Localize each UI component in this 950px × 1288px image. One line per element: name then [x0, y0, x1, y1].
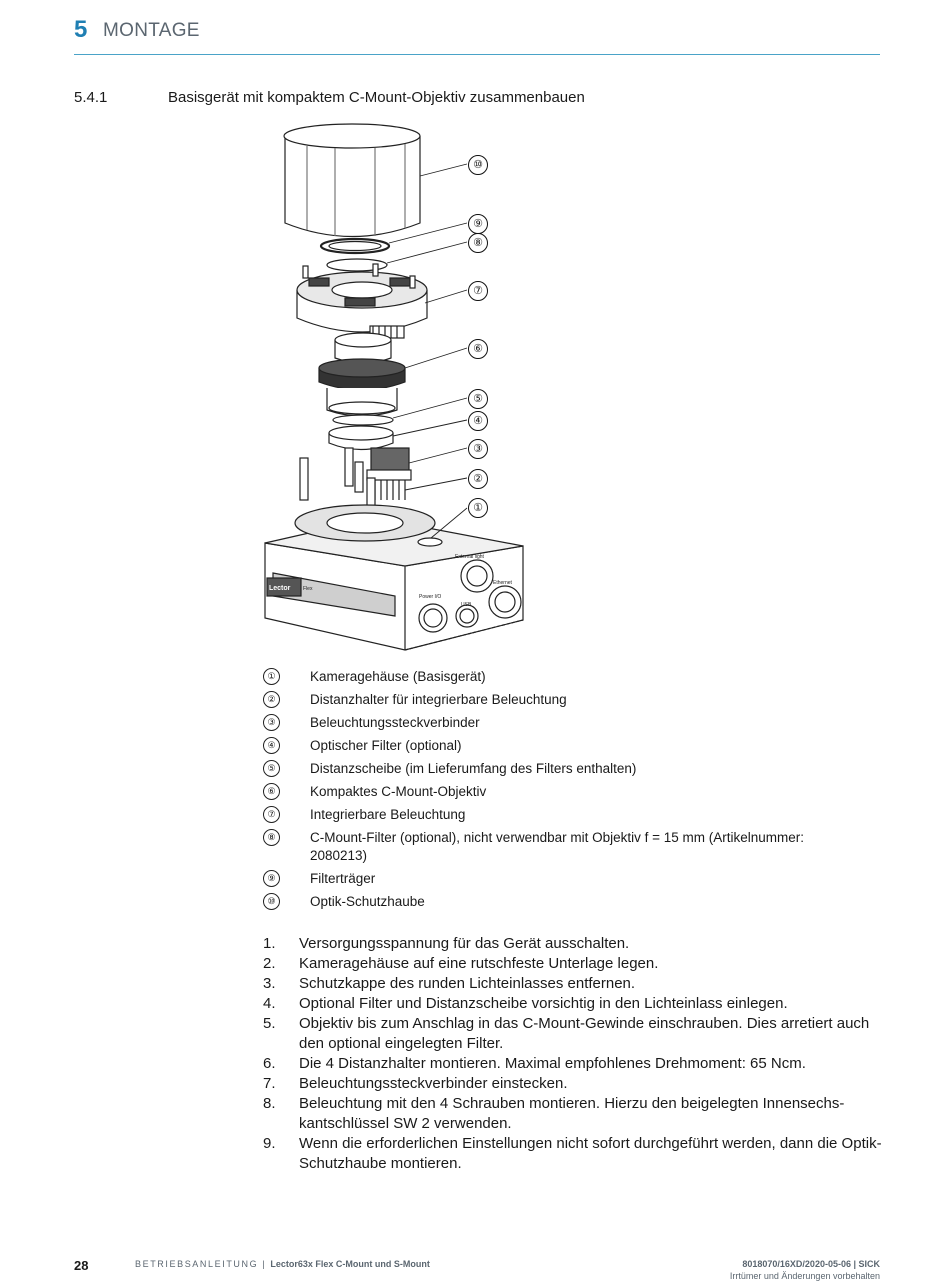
legend-text: C-Mount-Filter (optional), nicht verwendbar mit Objektiv f = 15 mm (Artikelnummer: 2080213) [310, 830, 805, 863]
legend-number: ② [263, 691, 280, 708]
step-text: Versorgungsspannung für das Gerät ausschalten. [299, 935, 630, 952]
legend-text: Integrierbare Beleuchtung [310, 807, 466, 822]
model-label: Flex [303, 586, 313, 592]
optik-schutzhaube-drawing [284, 124, 420, 237]
legend-number: ⑧ [263, 829, 280, 846]
objektiv-drawing [319, 333, 405, 416]
step-text: Schutzkappe des runden Lichteinlasses entfernen. [299, 975, 636, 992]
step-item [263, 1054, 883, 1074]
optischer-filter-drawing [329, 426, 393, 450]
section-number: 5.4.1 [74, 89, 108, 106]
legend-item [263, 714, 863, 732]
page-number: 28 [74, 1258, 89, 1273]
usb-label: USB [461, 602, 472, 608]
beleuchtung-drawing [297, 264, 427, 338]
chapter-number: 5 [74, 16, 88, 43]
legend-text: Optik-Schutzhaube [310, 894, 425, 909]
step-item [263, 994, 883, 1014]
legend-number: ③ [263, 714, 280, 731]
legend-text: Kompaktes C-Mount-Objektiv [310, 784, 487, 799]
legend-item [263, 829, 863, 865]
callout-4: ④ [468, 411, 488, 431]
step-item [263, 1134, 883, 1174]
footer-separator: | [258, 1259, 271, 1269]
legend-text: Kameragehäuse (Basisgerät) [310, 669, 486, 684]
step-number: 2. [263, 955, 276, 972]
legend-number: ⑥ [263, 783, 280, 800]
step-number: 8. [263, 1095, 276, 1112]
step-text: Optional Filter und Distanzscheibe vorsichtig in den Lichteinlass einlegen. [299, 995, 788, 1012]
legend-item [263, 668, 863, 686]
callout-9: ⑨ [468, 214, 488, 234]
callout-2: ② [468, 469, 488, 489]
legend-text: Optischer Filter (optional) [310, 738, 462, 753]
step-text: Beleuchtung mit den 4 Schrauben montieren. Hierzu den beigelegten Innensechskantschlüssel SW 2 verwenden. [299, 1095, 845, 1132]
step-item [263, 974, 883, 994]
step-number: 4. [263, 995, 276, 1012]
step-number: 1. [263, 935, 276, 952]
step-number: 9. [263, 1135, 276, 1152]
legend-item [263, 783, 863, 801]
product-name: Lector63x Flex C-Mount und S-Mount [270, 1259, 430, 1269]
legend-text: Distanzhalter für integrierbare Beleuchtung [310, 692, 567, 707]
distanzscheibe-drawing [333, 415, 393, 425]
brand-label: Lector [269, 585, 291, 592]
filtertraeger-drawing [321, 239, 389, 253]
callout-3: ③ [468, 439, 488, 459]
section-title: Basisgerät mit kompaktem C-Mount-Objektiv zusammenbauen [168, 89, 585, 106]
callout-8: ⑧ [468, 233, 488, 253]
step-text: Die 4 Distanzhalter montieren. Maximal empfohlenes Drehmoment: 65 Ncm. [299, 1055, 806, 1072]
step-text: Beleuchtungssteckverbinder einstecken. [299, 1075, 568, 1092]
legend-item [263, 737, 863, 755]
callout-7: ⑦ [468, 281, 488, 301]
footer-right [730, 1258, 880, 1282]
legend-item [263, 760, 863, 778]
footer-document [135, 1259, 430, 1269]
legend-text: Filterträger [310, 871, 376, 886]
power-io-label: Power I/O [419, 594, 442, 600]
legend-number: ④ [263, 737, 280, 754]
legend-number: ① [263, 668, 280, 685]
step-item [263, 1094, 883, 1134]
kameragehaeuse-drawing [265, 505, 523, 650]
doc-type: BETRIEBSANLEITUNG [135, 1259, 259, 1269]
legend-number: ⑩ [263, 893, 280, 910]
step-item [263, 934, 883, 954]
legend-text: Distanzscheibe (im Lieferumfang des Filters enthalten) [310, 761, 637, 776]
legend-text: Beleuchtungssteckverbinder [310, 715, 480, 730]
legend-number: ⑤ [263, 760, 280, 777]
legend-item [263, 893, 863, 911]
document-code: 8018070/16XD/2020-05-06 | SICK [742, 1259, 880, 1269]
figure-legend [263, 668, 863, 911]
external-light-label: External light [455, 554, 484, 560]
step-number: 3. [263, 975, 276, 992]
step-number: 6. [263, 1055, 276, 1072]
step-item [263, 954, 883, 974]
callout-5: ⑤ [468, 389, 488, 409]
page-header [74, 16, 880, 55]
step-text: Wenn die erforderlichen Einstellungen nicht sofort durchgeführt werden, dann die Optik-Schutzhaube montieren. [299, 1135, 882, 1172]
step-number: 5. [263, 1015, 276, 1032]
step-text: Kameragehäuse auf eine rutschfeste Unterlage legen. [299, 955, 659, 972]
exploded-view-drawing [255, 118, 545, 666]
callout-1: ① [468, 498, 488, 518]
step-text: Objektiv bis zum Anschlag in das C-Mount-Gewinde einschrauben. Dies arretiert auch den optional eingelegten Filter. [299, 1015, 870, 1052]
callout-10: ⑩ [468, 155, 488, 175]
legend-item [263, 870, 863, 888]
assembly-figure [255, 118, 545, 666]
callout-6: ⑥ [468, 339, 488, 359]
step-item [263, 1014, 883, 1054]
legend-number: ⑨ [263, 870, 280, 887]
step-number: 7. [263, 1075, 276, 1092]
legend-item [263, 691, 863, 709]
legend-item [263, 806, 863, 824]
step-item [263, 1074, 883, 1094]
ethernet-label: Ethernet [493, 580, 512, 586]
instruction-steps [263, 934, 883, 1174]
chapter-title: MONTAGE [103, 20, 200, 41]
disclaimer: Irrtümer und Änderungen vorbehalten [729, 1271, 880, 1281]
legend-number: ⑦ [263, 806, 280, 823]
